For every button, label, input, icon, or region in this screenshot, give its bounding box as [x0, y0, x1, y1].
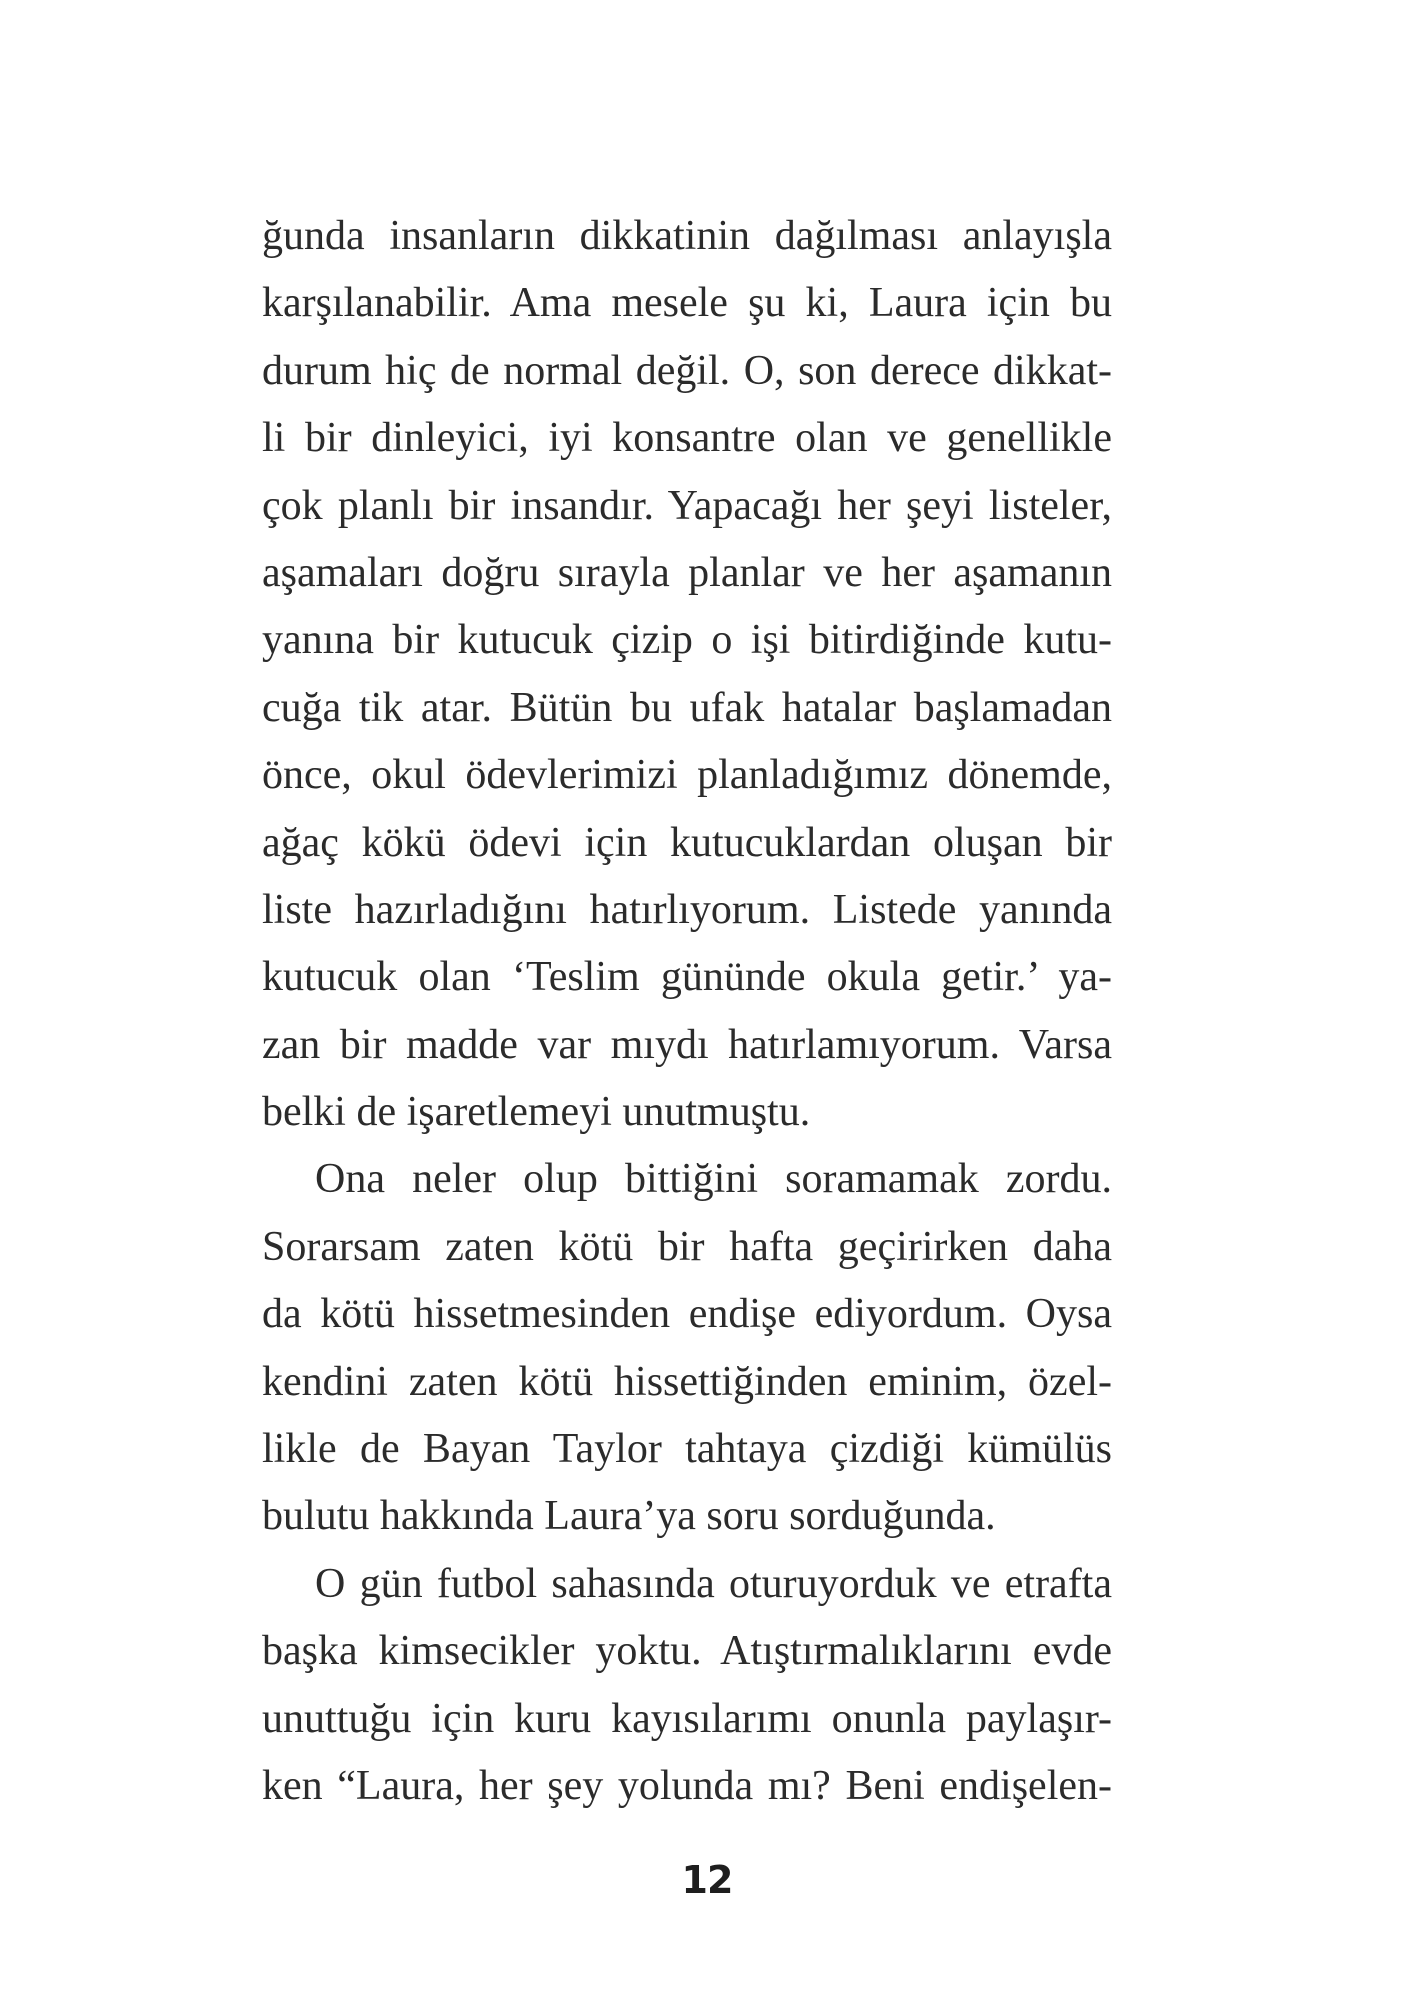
- text-line: likle de Bayan Taylor tahtaya çizdiği kümülüs: [262, 1426, 1112, 1473]
- text-line: liste hazırladığını hatırlıyorum. Listede yanında: [262, 886, 1112, 933]
- text-line: çok planlı bir insandır. Yapacağı her şeyi listeler,: [262, 482, 1112, 529]
- text-line: bulutu hakkında Laura’ya soru sorduğunda.: [262, 1493, 996, 1540]
- text-line: ken “Laura, her şey yolunda mı? Beni endişelen-: [262, 1762, 1112, 1809]
- text-line: ğunda insanların dikkatinin dağılması anlayışla: [262, 213, 1112, 259]
- text-line: unuttuğu için kuru kayısılarımı onunla paylaşır-: [262, 1695, 1112, 1742]
- paragraph-first-line: Ona neler olup bittiğini soramamak zordu.: [315, 1156, 1112, 1203]
- paragraph-first-line: O gün futbol sahasında oturuyorduk ve etrafta: [315, 1560, 1112, 1607]
- text-line: kendini zaten kötü hissettiğinden eminim, özel-: [262, 1358, 1112, 1405]
- text-line: önce, okul ödevlerimizi planladığımız dönemde,: [262, 752, 1112, 799]
- text-line: Sorarsam zaten kötü bir hafta geçirirken daha: [262, 1223, 1112, 1270]
- text-line: belki de işaretlemeyi unutmuştu.: [262, 1089, 811, 1136]
- page-number: 12: [681, 1858, 733, 1902]
- text-line: durum hiç de normal değil. O, son derece dikkat-: [262, 347, 1112, 394]
- text-line: cuğa tik atar. Bütün bu ufak hatalar başlamadan: [262, 684, 1112, 731]
- text-line: zan bir madde var mıydı hatırlamıyorum. Varsa: [262, 1021, 1112, 1068]
- text-line: kutucuk olan ‘Teslim gününde okula getir.’ ya-: [262, 954, 1112, 1001]
- text-line: başka kimsecikler yoktu. Atıştırmalıklarını evde: [262, 1628, 1112, 1675]
- text-line: aşamaları doğru sırayla planlar ve her aşamanın: [262, 549, 1112, 596]
- text-line: karşılanabilir. Ama mesele şu ki, Laura için bu: [262, 280, 1112, 327]
- body-text: [262, 203, 1112, 1820]
- text-line: ağaç kökü ödevi için kutucuklardan oluşan bir: [262, 819, 1112, 866]
- text-line: yanına bir kutucuk çizip o işi bitirdiğinde kutu-: [262, 617, 1112, 664]
- text-line: li bir dinleyici, iyi konsantre olan ve genellikle: [262, 415, 1112, 462]
- text-line: da kötü hissetmesinden endişe ediyordum. Oysa: [262, 1291, 1112, 1338]
